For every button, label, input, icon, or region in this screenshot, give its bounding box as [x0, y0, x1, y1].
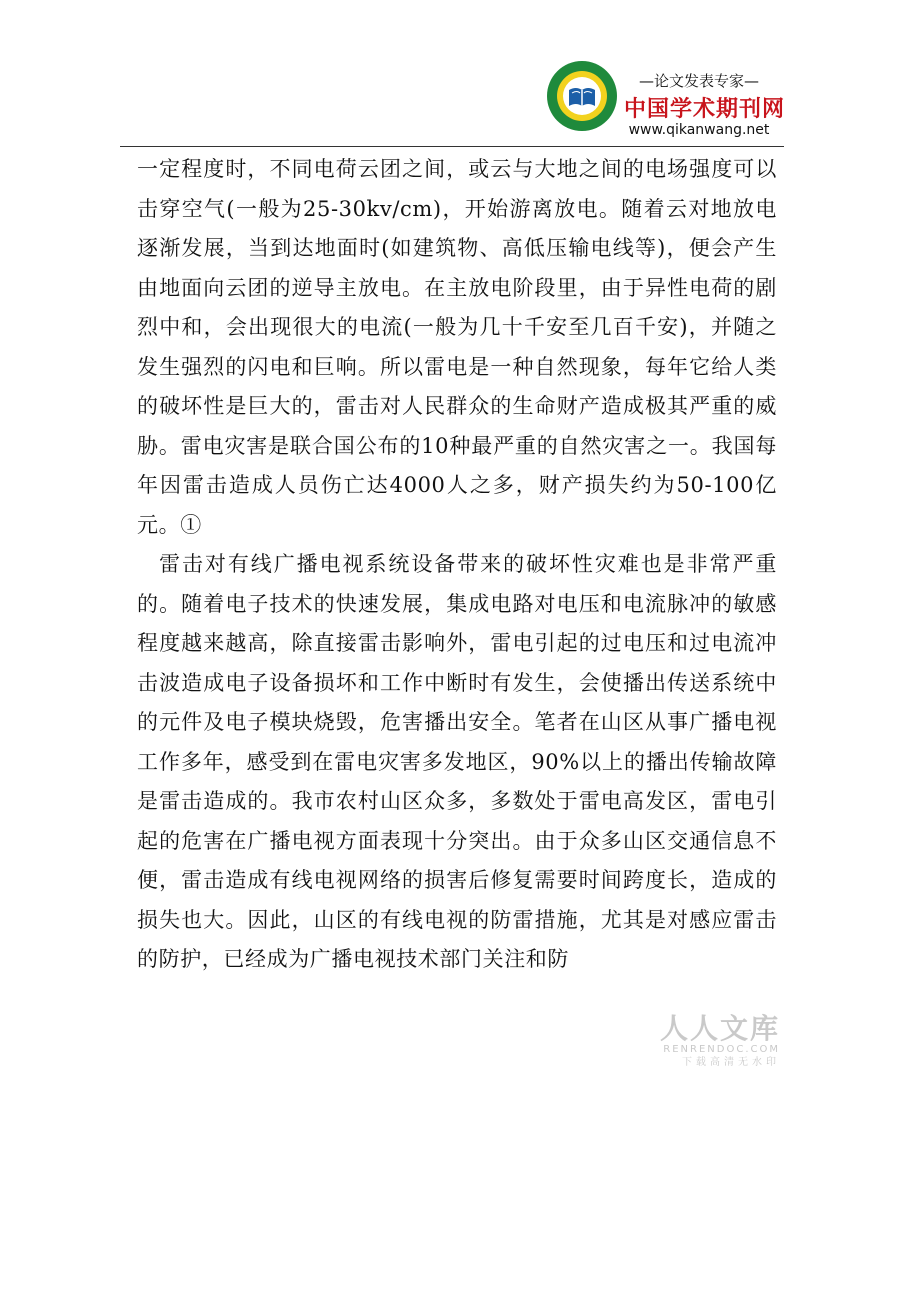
watermark-subtitle: 下载高清无水印: [682, 1057, 780, 1068]
body-paragraph: 一定程度时，不同电荷云团之间，或云与大地之间的电场强度可以击穿空气(一般为25-30kv/cm)，开始游离放电。随着云对地放电逐渐发展，当到达地面时(如建筑物、高低压输电线等)，便会产生由地面向云团的逆导主放电。在主放电阶段里，由于异性电荷的剧烈中和，会出现很大的电流(一般为几十千安至几百千安)，并随之发生强烈的闪电和巨响。所以雷电是一种自然现象，每年它给人类的破坏性是巨大的，雷击对人民群众的生命财产造成极其严重的威胁。雷电灾害是联合国公布的10种最严重的自然灾害之一。我国每年因雷击造成人员伤亡达4000人之多，财产损失约为50-100亿元。①: [137, 157, 777, 537]
site-url[interactable]: www.qikanwang.net: [628, 122, 770, 138]
header-tagline: —论文发表专家—: [638, 72, 759, 90]
body-paragraph: 雷击对有线广播电视系统设备带来的破坏性灾难也是非常严重的。随着电子技术的快速发展，集成电路对电压和电流脉冲的敏感程度越来越高，除直接雷击影响外，雷电引起的过电压和过电流冲击波造成电子设备损坏和工作中断时有发生，会使播出传送系统中的元件及电子模块烧毁，危害播出安全。笔者在山区从事广播电视工作多年，感受到在雷电灾害多发地区，90%以上的播出传输故障是雷击造成的。我市农村山区众多，多数处于雷电高发区，雷电引起的危害在广播电视方面表现十分突出。由于众多山区交通信息不便，雷击造成有线电视网络的损害后修复需要时间跨度长，造成的损失也大。因此，山区的有线电视的防雷措施，尤其是对感应雷击的防护，已经成为广播电视技术部门关注和防: [137, 552, 777, 971]
journal-logo-icon: [546, 60, 618, 132]
article-body: [137, 150, 777, 980]
watermark-title: 人人文库: [659, 1012, 780, 1045]
watermark: [640, 1014, 780, 1070]
header-divider: [120, 146, 784, 147]
watermark-domain: RENRENDOC.COM: [663, 1044, 780, 1055]
page-header: [0, 0, 920, 150]
journal-name: 中国学术期刊网: [624, 97, 786, 122]
